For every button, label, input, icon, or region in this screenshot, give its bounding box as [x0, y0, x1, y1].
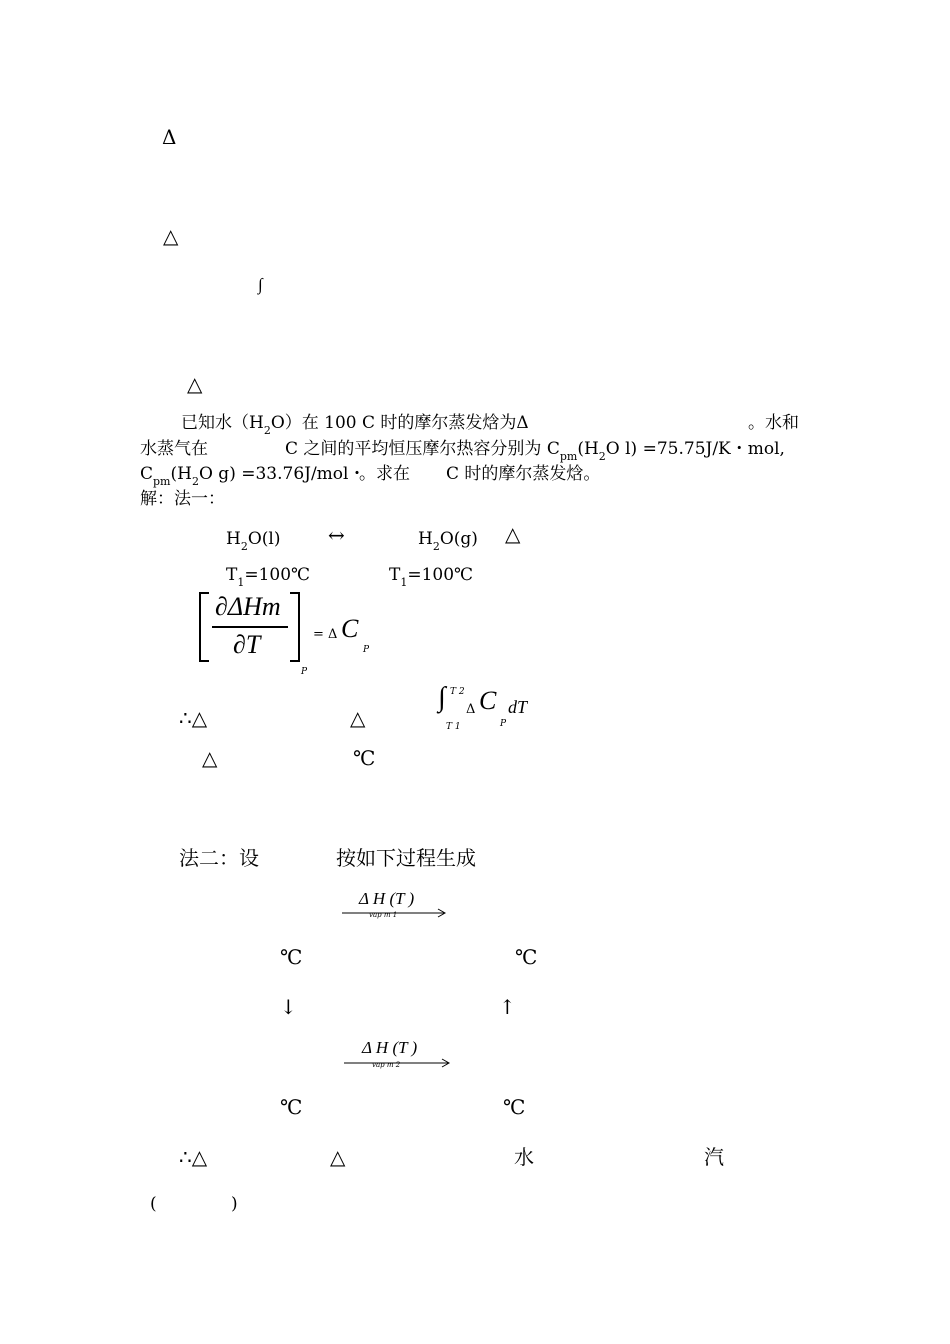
- kirchhoff-numerator: ∂ΔHm: [215, 592, 281, 621]
- problem-line-3-mid: 。求在: [359, 464, 410, 484]
- problem-line-1: 已知水$(H_2O)$在 100 C 时的摩尔蒸发焓为Δ: [181, 413, 529, 437]
- problem-line-2: C 之间的平均恒压摩尔热容分别为 $C_{pm}(H_2O$ l) =75.75J/K・mol,: [285, 439, 785, 463]
- problem-line-1-end: 。水和: [748, 413, 799, 433]
- method2-header-b: 按如下过程生成: [336, 846, 476, 870]
- solution-header: 解：法一：: [140, 489, 225, 509]
- fraction-line: [212, 626, 288, 628]
- problem-line-3: $C_{pm}(H_2O$ g) =33.76J/mol・: [140, 464, 366, 488]
- temp-right: $T_1=100℃$: [389, 565, 474, 589]
- triangle-symbol-2: △: [187, 372, 203, 396]
- kirchhoff-equals: = Δ: [313, 627, 338, 642]
- reaction-left: $H_2O(l)$: [226, 529, 281, 553]
- bottom-arrow-label: Δ H (T ): [362, 1038, 418, 1057]
- kirchhoff-cp-sub: P: [363, 645, 370, 655]
- degree-bottom-left: ℃: [280, 1095, 303, 1119]
- degree-top-left: ℃: [280, 945, 303, 969]
- bottom-process-arrow: [342, 1056, 454, 1070]
- reaction-right: $H_2O(g)$: [418, 529, 478, 553]
- final-triangle: △: [330, 1145, 346, 1169]
- paren-close: ): [231, 1194, 238, 1214]
- top-arrow-label: Δ H (T ): [359, 889, 415, 908]
- integral-line-triangle: △: [350, 706, 366, 730]
- equilibrium-arrow: ↔: [328, 523, 345, 547]
- integral-sign: ∫: [438, 682, 446, 713]
- bottom-arrow-sublabel: vap m 2: [372, 1061, 401, 1069]
- problem-line-2-start: 水蒸气在: [140, 439, 208, 459]
- reaction-triangle: △: [505, 522, 521, 546]
- integral-dt: dT: [508, 697, 528, 717]
- therefore-triangle: ∴△: [179, 706, 208, 730]
- degree-top-right: ℃: [515, 945, 538, 969]
- top-arrow-sublabel: vap m 1: [369, 911, 398, 919]
- kirchhoff-subscript-p: P: [301, 667, 308, 677]
- delta-symbol-1: Δ: [162, 125, 177, 149]
- result-celsius: ℃: [353, 746, 376, 770]
- integral-c: C: [479, 686, 497, 715]
- integral-delta: Δ: [466, 702, 476, 717]
- final-therefore-triangle: ∴△: [179, 1145, 208, 1169]
- problem-line-3-end: C 时的摩尔蒸发焓。: [446, 464, 601, 484]
- method2-header-a: 法二：设: [179, 846, 259, 870]
- final-steam: 汽: [704, 1145, 724, 1169]
- integral-symbol-1: ∫: [258, 275, 263, 294]
- result-triangle: △: [202, 746, 218, 770]
- temp-left: $T_1=100℃$: [226, 565, 311, 589]
- kirchhoff-cp: C: [341, 614, 359, 643]
- top-process-arrow: [340, 906, 450, 920]
- left-bracket: [199, 592, 209, 662]
- final-water: 水: [514, 1145, 534, 1169]
- up-arrow-icon: ↑: [499, 995, 516, 1019]
- right-bracket: [290, 592, 300, 662]
- degree-bottom-right: ℃: [503, 1095, 526, 1119]
- down-arrow-icon: ↓: [280, 995, 297, 1019]
- triangle-symbol-1: △: [163, 224, 179, 248]
- paren-open: (: [150, 1194, 157, 1214]
- integral-c-sub: P: [500, 719, 507, 729]
- integral-lower-limit: T 1: [446, 722, 461, 732]
- integral-upper-limit: T 2: [450, 687, 465, 697]
- kirchhoff-denominator: ∂T: [233, 630, 261, 659]
